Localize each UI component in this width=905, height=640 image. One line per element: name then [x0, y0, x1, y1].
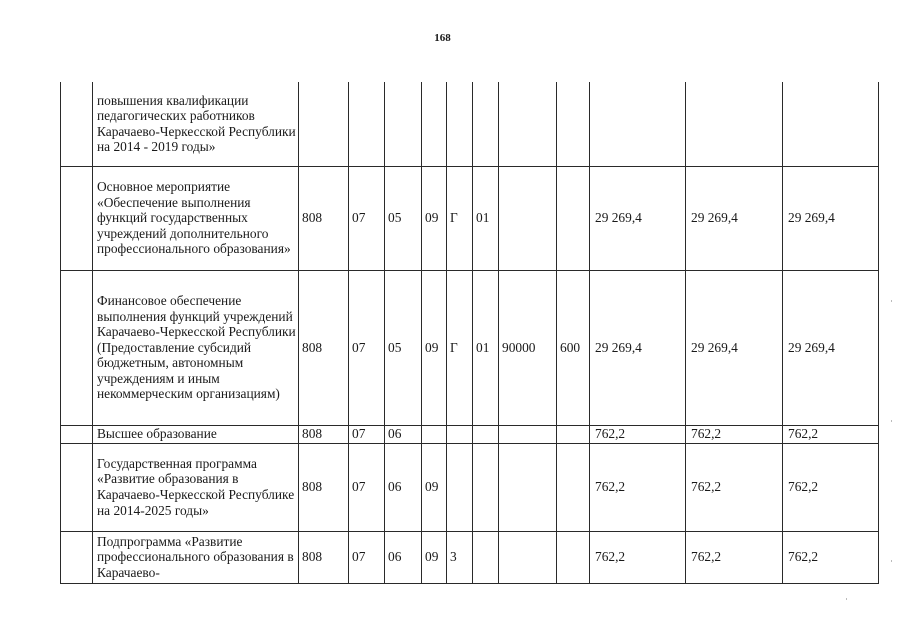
event-code: 01 — [473, 270, 499, 425]
table-row — [61, 443, 879, 531]
row-name: Финансовое обеспечение выполнения функций учреждений Карачаево-Черкесской Республики (Предоставление субсидий бюджетным, автономным учреждениям и иным некоммерческим организациям) — [93, 270, 299, 425]
index-cell — [61, 425, 93, 443]
ministry-code: 808 — [299, 425, 349, 443]
amount-year-2: 762,2 — [686, 531, 783, 583]
subsection-code: 05 — [385, 270, 422, 425]
event-code — [473, 531, 499, 583]
table-row — [61, 425, 879, 443]
scan-speck — [891, 420, 892, 422]
section-code: 07 — [349, 166, 385, 270]
table-row — [61, 166, 879, 270]
table-row — [61, 270, 879, 425]
direction-code — [499, 425, 557, 443]
amount-year-2 — [686, 82, 783, 166]
row-name: Основное мероприятие «Обеспечение выполнения функций государственных учреждений дополнительного профессионального образования» — [93, 166, 299, 270]
event-code — [473, 425, 499, 443]
amount-year-3: 29 269,4 — [783, 166, 879, 270]
amount-year-3: 762,2 — [783, 531, 879, 583]
direction-code — [499, 531, 557, 583]
section-code: 07 — [349, 531, 385, 583]
subsection-code: 06 — [385, 443, 422, 531]
row-name: повышения квалификации педагогических работников Карачаево-Черкесской Республики на 2014 - 2019 годы» — [93, 82, 299, 166]
direction-code — [499, 443, 557, 531]
index-cell — [61, 443, 93, 531]
program-code — [422, 82, 447, 166]
subprogram-code: Г — [447, 270, 473, 425]
page-number: 168 — [434, 32, 451, 44]
amount-year-2: 29 269,4 — [686, 270, 783, 425]
table-row — [61, 82, 879, 166]
amount-year-3: 762,2 — [783, 443, 879, 531]
subsection-code: 05 — [385, 166, 422, 270]
amount-year-2: 762,2 — [686, 443, 783, 531]
section-code: 07 — [349, 443, 385, 531]
subprogram-code — [447, 443, 473, 531]
direction-code — [499, 166, 557, 270]
program-code — [422, 425, 447, 443]
amount-year-2: 29 269,4 — [686, 166, 783, 270]
program-code: 09 — [422, 531, 447, 583]
program-code: 09 — [422, 166, 447, 270]
scan-speck — [891, 560, 892, 562]
amount-year-2: 762,2 — [686, 425, 783, 443]
ministry-code — [299, 82, 349, 166]
index-cell — [61, 531, 93, 583]
subsection-code: 06 — [385, 425, 422, 443]
amount-year-1: 29 269,4 — [590, 166, 686, 270]
expense-type-code — [557, 443, 590, 531]
subprogram-code — [447, 82, 473, 166]
subprogram-code: 3 — [447, 531, 473, 583]
amount-year-1: 762,2 — [590, 425, 686, 443]
section-code: 07 — [349, 270, 385, 425]
subsection-code — [385, 82, 422, 166]
amount-year-1: 762,2 — [590, 531, 686, 583]
amount-year-3: 762,2 — [783, 425, 879, 443]
ministry-code: 808 — [299, 166, 349, 270]
event-code — [473, 82, 499, 166]
amount-year-3: 29 269,4 — [783, 270, 879, 425]
amount-year-1: 29 269,4 — [590, 270, 686, 425]
expense-type-code — [557, 531, 590, 583]
row-name: Государственная программа «Развитие образования в Карачаево-Черкесской Республике на 2014-2025 годы» — [93, 443, 299, 531]
ministry-code: 808 — [299, 270, 349, 425]
index-cell — [61, 270, 93, 425]
budget-table — [60, 82, 879, 584]
ministry-code: 808 — [299, 531, 349, 583]
scan-speck — [891, 300, 892, 302]
scan-speck — [846, 598, 847, 600]
event-code: 01 — [473, 166, 499, 270]
event-code — [473, 443, 499, 531]
index-cell — [61, 82, 93, 166]
direction-code: 90000 — [499, 270, 557, 425]
amount-year-3 — [783, 82, 879, 166]
expense-type-code: 600 — [557, 270, 590, 425]
expense-type-code — [557, 425, 590, 443]
row-name: Высшее образование — [93, 425, 299, 443]
program-code: 09 — [422, 270, 447, 425]
ministry-code: 808 — [299, 443, 349, 531]
expense-type-code — [557, 166, 590, 270]
subprogram-code — [447, 425, 473, 443]
amount-year-1: 762,2 — [590, 443, 686, 531]
subsection-code: 06 — [385, 531, 422, 583]
expense-type-code — [557, 82, 590, 166]
subprogram-code: Г — [447, 166, 473, 270]
direction-code — [499, 82, 557, 166]
table-row — [61, 531, 879, 583]
row-name: Подпрограмма «Развитие профессионального образования в Карачаево- — [93, 531, 299, 583]
amount-year-1 — [590, 82, 686, 166]
section-code — [349, 82, 385, 166]
index-cell — [61, 166, 93, 270]
section-code: 07 — [349, 425, 385, 443]
program-code: 09 — [422, 443, 447, 531]
